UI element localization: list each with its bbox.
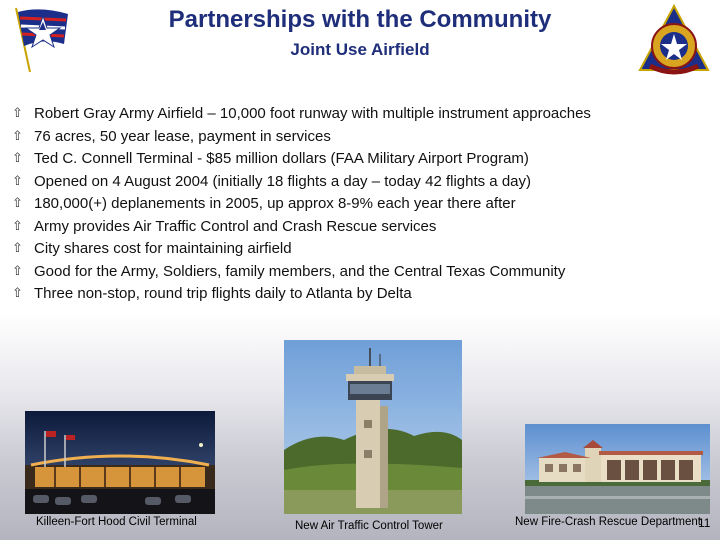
list-item (12, 194, 692, 214)
arrow-up-icon: ⇧ (12, 196, 23, 211)
tower-caption: New Air Traffic Control Tower (295, 520, 443, 532)
terminal-caption: Killeen-Fort Hood Civil Terminal (36, 516, 197, 528)
bullet-text: Good for the Army, Soldiers, family members, and the Central Texas Community (34, 262, 566, 280)
bullet-text: City shares cost for maintaining airfield (34, 240, 292, 257)
arrow-up-icon: ⇧ (12, 173, 23, 189)
bullet-text: 180,000(+) deplanements in 2005, up approx 8-9% each year there after (34, 195, 516, 212)
bullet-text: Opened on 4 August 2004 (initially 18 flights a day – today 42 flights a day) (34, 172, 531, 190)
list-item (12, 284, 692, 304)
bullet-list (12, 104, 692, 307)
arrow-up-icon: ⇧ (12, 151, 23, 166)
bullet-text: Three non-stop, round trip flights daily to Atlanta by Delta (34, 285, 412, 302)
bullet-text: 76 acres, 50 year lease, payment in services (34, 127, 331, 145)
mission-crest-logo (636, 4, 712, 78)
arrow-up-icon: ⇧ (12, 241, 23, 256)
page-title: Partnerships with the Community (168, 6, 552, 33)
terminal-photo (25, 411, 215, 514)
page-subtitle: Joint Use Airfield (290, 40, 430, 59)
bullet-text: Ted C. Connell Terminal - $85 million dollars (FAA Military Airport Program) (34, 150, 529, 167)
fire-station-caption: New Fire-Crash Rescue Department (515, 516, 701, 528)
arrow-up-icon: ⇧ (12, 128, 23, 144)
arrow-up-icon: ⇧ (12, 286, 23, 301)
page-number: 11 (698, 516, 711, 530)
list-item (12, 217, 692, 237)
arrow-up-icon: ⇧ (12, 106, 23, 121)
fire-station-photo (525, 424, 710, 514)
list-item (12, 149, 692, 169)
bullet-text: Army provides Air Traffic Control and Crash Rescue services (34, 217, 437, 235)
list-item (12, 262, 692, 282)
list-item (12, 172, 692, 192)
arrow-up-icon: ⇧ (12, 218, 23, 234)
control-tower-photo (284, 340, 462, 514)
list-item (12, 127, 692, 147)
list-item (12, 239, 692, 259)
bullet-text: Robert Gray Army Airfield – 10,000 foot runway with multiple instrument approaches (34, 105, 591, 122)
arrow-up-icon: ⇧ (12, 263, 23, 279)
list-item (12, 104, 692, 124)
